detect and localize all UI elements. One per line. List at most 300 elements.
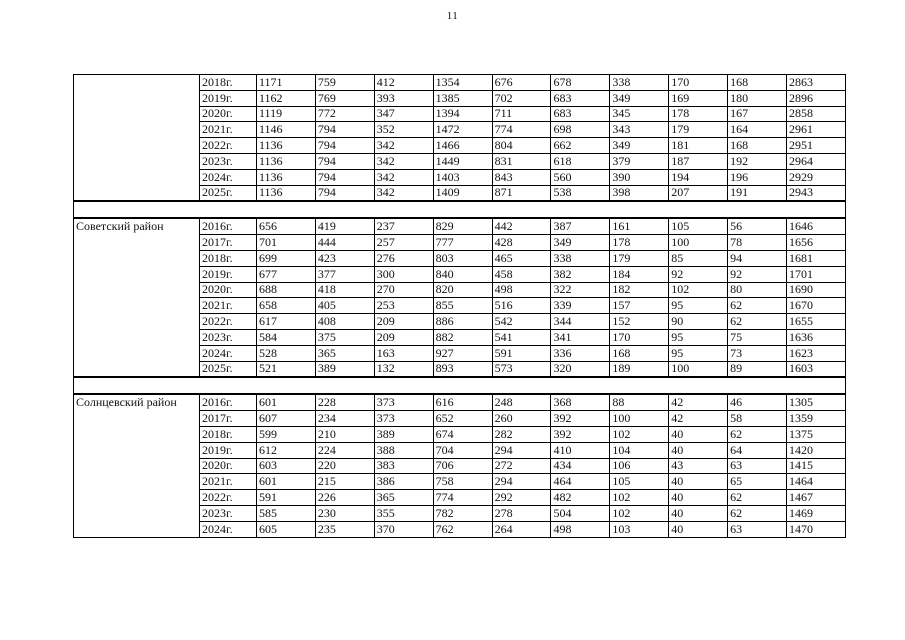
year-cell: 2023г. [200,153,257,169]
value-cell: 444 [315,235,374,251]
value-cell: 80 [728,282,787,298]
value-cell: 683 [551,90,610,106]
value-cell: 373 [374,394,433,410]
value-cell: 63 [728,458,787,474]
value-cell: 618 [551,153,610,169]
value-cell: 42 [669,394,728,410]
value-cell: 209 [374,314,433,330]
value-cell: 418 [315,282,374,298]
value-cell: 542 [492,314,551,330]
value-cell: 711 [492,106,551,122]
value-cell: 1171 [257,75,316,91]
value-cell: 831 [492,153,551,169]
year-cell: 2020г. [200,458,257,474]
value-cell: 803 [433,250,492,266]
separator-cell [74,201,846,218]
value-cell: 187 [669,153,728,169]
year-cell: 2020г. [200,282,257,298]
value-cell: 102 [610,505,669,521]
value-cell: 2951 [787,138,846,154]
value-cell: 89 [728,361,787,377]
value-cell: 794 [315,169,374,185]
value-cell: 794 [315,138,374,154]
value-cell: 1646 [787,218,846,234]
year-cell: 2019г. [200,90,257,106]
value-cell: 464 [551,474,610,490]
value-cell: 652 [433,411,492,427]
value-cell: 777 [433,235,492,251]
value-cell: 92 [669,266,728,282]
value-cell: 871 [492,185,551,201]
value-cell: 1146 [257,122,316,138]
value-cell: 762 [433,521,492,537]
value-cell: 170 [669,75,728,91]
value-cell: 699 [257,250,316,266]
value-cell: 1670 [787,298,846,314]
value-cell: 196 [728,169,787,185]
year-cell: 2020г. [200,106,257,122]
value-cell: 774 [492,122,551,138]
value-cell: 62 [728,314,787,330]
value-cell: 612 [257,442,316,458]
value-cell: 794 [315,153,374,169]
value-cell: 382 [551,266,610,282]
value-cell: 209 [374,329,433,345]
value-cell: 804 [492,138,551,154]
year-cell: 2022г. [200,490,257,506]
value-cell: 88 [610,394,669,410]
value-cell: 498 [551,521,610,537]
value-cell: 64 [728,442,787,458]
value-cell: 2858 [787,106,846,122]
value-cell: 521 [257,361,316,377]
value-cell: 1415 [787,458,846,474]
year-cell: 2021г. [200,474,257,490]
value-cell: 370 [374,521,433,537]
value-cell: 1603 [787,361,846,377]
value-cell: 78 [728,235,787,251]
value-cell: 63 [728,521,787,537]
value-cell: 2863 [787,75,846,91]
value-cell: 573 [492,361,551,377]
value-cell: 270 [374,282,433,298]
value-cell: 234 [315,411,374,427]
value-cell: 1623 [787,345,846,361]
value-cell: 389 [315,361,374,377]
value-cell: 191 [728,185,787,201]
value-cell: 100 [669,235,728,251]
value-cell: 820 [433,282,492,298]
value-cell: 210 [315,426,374,442]
year-cell: 2018г. [200,250,257,266]
value-cell: 759 [315,75,374,91]
value-cell: 698 [551,122,610,138]
value-cell: 541 [492,329,551,345]
value-cell: 248 [492,394,551,410]
year-cell: 2016г. [200,394,257,410]
district-name-cell [74,75,200,202]
value-cell: 365 [315,345,374,361]
value-cell: 662 [551,138,610,154]
value-cell: 886 [433,314,492,330]
section-separator [74,377,846,394]
value-cell: 102 [610,490,669,506]
value-cell: 591 [492,345,551,361]
value-cell: 94 [728,250,787,266]
value-cell: 65 [728,474,787,490]
value-cell: 352 [374,122,433,138]
value-cell: 1354 [433,75,492,91]
value-cell: 343 [610,122,669,138]
year-cell: 2018г. [200,426,257,442]
table-row [74,394,846,410]
value-cell: 103 [610,521,669,537]
value-cell: 599 [257,426,316,442]
value-cell: 419 [315,218,374,234]
value-cell: 616 [433,394,492,410]
value-cell: 40 [669,490,728,506]
value-cell: 167 [728,106,787,122]
value-cell: 1466 [433,138,492,154]
value-cell: 2943 [787,185,846,201]
value-cell: 278 [492,505,551,521]
table-body [74,75,846,538]
value-cell: 1375 [787,426,846,442]
value-cell: 373 [374,411,433,427]
value-cell: 504 [551,505,610,521]
page-number: 11 [446,10,459,22]
value-cell: 772 [315,106,374,122]
value-cell: 465 [492,250,551,266]
value-cell: 237 [374,218,433,234]
value-cell: 2896 [787,90,846,106]
year-cell: 2016г. [200,218,257,234]
year-cell: 2023г. [200,505,257,521]
value-cell: 300 [374,266,433,282]
value-cell: 182 [610,282,669,298]
value-cell: 164 [728,122,787,138]
value-cell: 617 [257,314,316,330]
value-cell: 674 [433,426,492,442]
value-cell: 794 [315,122,374,138]
value-cell: 423 [315,250,374,266]
value-cell: 584 [257,329,316,345]
value-cell: 341 [551,329,610,345]
value-cell: 282 [492,426,551,442]
district-name-cell: Советский район [74,218,200,377]
value-cell: 375 [315,329,374,345]
value-cell: 1136 [257,185,316,201]
value-cell: 215 [315,474,374,490]
value-cell: 336 [551,345,610,361]
value-cell: 2961 [787,122,846,138]
value-cell: 100 [610,411,669,427]
value-cell: 656 [257,218,316,234]
year-cell: 2019г. [200,266,257,282]
value-cell: 1449 [433,153,492,169]
value-cell: 482 [551,490,610,506]
value-cell: 603 [257,458,316,474]
year-cell: 2024г. [200,521,257,537]
value-cell: 339 [551,298,610,314]
value-cell: 179 [669,122,728,138]
value-cell: 702 [492,90,551,106]
value-cell: 40 [669,505,728,521]
value-cell: 2929 [787,169,846,185]
value-cell: 46 [728,394,787,410]
value-cell: 1403 [433,169,492,185]
value-cell: 1681 [787,250,846,266]
district-name-cell: Солнцевский район [74,394,200,537]
value-cell: 1656 [787,235,846,251]
value-cell: 927 [433,345,492,361]
year-cell: 2017г. [200,235,257,251]
value-cell: 677 [257,266,316,282]
year-cell: 2022г. [200,138,257,154]
value-cell: 389 [374,426,433,442]
value-cell: 40 [669,474,728,490]
value-cell: 349 [610,138,669,154]
value-cell: 658 [257,298,316,314]
value-cell: 386 [374,474,433,490]
value-cell: 769 [315,90,374,106]
value-cell: 43 [669,458,728,474]
value-cell: 235 [315,521,374,537]
value-cell: 294 [492,442,551,458]
value-cell: 516 [492,298,551,314]
value-cell: 104 [610,442,669,458]
value-cell: 442 [492,218,551,234]
year-cell: 2019г. [200,442,257,458]
value-cell: 157 [610,298,669,314]
value-cell: 392 [551,411,610,427]
value-cell: 257 [374,235,433,251]
value-cell: 678 [551,75,610,91]
value-cell: 152 [610,314,669,330]
value-cell: 1136 [257,138,316,154]
table-row [74,218,846,234]
value-cell: 207 [669,185,728,201]
value-cell: 605 [257,521,316,537]
value-cell: 179 [610,250,669,266]
value-cell: 1469 [787,505,846,521]
value-cell: 62 [728,298,787,314]
value-cell: 388 [374,442,433,458]
value-cell: 349 [610,90,669,106]
value-cell: 100 [669,361,728,377]
value-cell: 591 [257,490,316,506]
separator-cell [74,377,846,394]
value-cell: 349 [551,235,610,251]
value-cell: 387 [551,218,610,234]
value-cell: 62 [728,505,787,521]
value-cell: 163 [374,345,433,361]
value-cell: 253 [374,298,433,314]
value-cell: 365 [374,490,433,506]
value-cell: 42 [669,411,728,427]
value-cell: 408 [315,314,374,330]
value-cell: 683 [551,106,610,122]
value-cell: 383 [374,458,433,474]
value-cell: 893 [433,361,492,377]
value-cell: 882 [433,329,492,345]
value-cell: 105 [669,218,728,234]
value-cell: 1467 [787,490,846,506]
value-cell: 829 [433,218,492,234]
value-cell: 342 [374,169,433,185]
value-cell: 1305 [787,394,846,410]
value-cell: 338 [551,250,610,266]
year-cell: 2025г. [200,185,257,201]
value-cell: 102 [610,426,669,442]
value-cell: 344 [551,314,610,330]
value-cell: 840 [433,266,492,282]
value-cell: 294 [492,474,551,490]
value-cell: 1690 [787,282,846,298]
value-cell: 704 [433,442,492,458]
value-cell: 228 [315,394,374,410]
value-cell: 701 [257,235,316,251]
value-cell: 498 [492,282,551,298]
year-cell: 2024г. [200,345,257,361]
value-cell: 585 [257,505,316,521]
value-cell: 1636 [787,329,846,345]
value-cell: 92 [728,266,787,282]
value-cell: 794 [315,185,374,201]
value-cell: 434 [551,458,610,474]
value-cell: 1472 [433,122,492,138]
value-cell: 132 [374,361,433,377]
value-cell: 320 [551,361,610,377]
statistics-table [73,74,846,538]
section-separator [74,201,846,218]
value-cell: 688 [257,282,316,298]
value-cell: 390 [610,169,669,185]
value-cell: 102 [669,282,728,298]
value-cell: 1394 [433,106,492,122]
year-cell: 2025г. [200,361,257,377]
value-cell: 342 [374,185,433,201]
value-cell: 405 [315,298,374,314]
value-cell: 601 [257,394,316,410]
value-cell: 56 [728,218,787,234]
value-cell: 601 [257,474,316,490]
value-cell: 345 [610,106,669,122]
year-cell: 2023г. [200,329,257,345]
value-cell: 1464 [787,474,846,490]
value-cell: 706 [433,458,492,474]
value-cell: 398 [610,185,669,201]
value-cell: 855 [433,298,492,314]
value-cell: 528 [257,345,316,361]
year-cell: 2017г. [200,411,257,427]
value-cell: 106 [610,458,669,474]
year-cell: 2024г. [200,169,257,185]
value-cell: 264 [492,521,551,537]
value-cell: 377 [315,266,374,282]
value-cell: 2964 [787,153,846,169]
value-cell: 260 [492,411,551,427]
value-cell: 168 [728,138,787,154]
value-cell: 560 [551,169,610,185]
value-cell: 62 [728,490,787,506]
value-cell: 73 [728,345,787,361]
value-cell: 1385 [433,90,492,106]
value-cell: 368 [551,394,610,410]
value-cell: 95 [669,298,728,314]
value-cell: 843 [492,169,551,185]
value-cell: 168 [610,345,669,361]
value-cell: 40 [669,442,728,458]
value-cell: 774 [433,490,492,506]
value-cell: 412 [374,75,433,91]
value-cell: 410 [551,442,610,458]
value-cell: 230 [315,505,374,521]
value-cell: 178 [610,235,669,251]
value-cell: 75 [728,329,787,345]
value-cell: 1420 [787,442,846,458]
value-cell: 1136 [257,169,316,185]
value-cell: 170 [610,329,669,345]
value-cell: 105 [610,474,669,490]
value-cell: 458 [492,266,551,282]
value-cell: 758 [433,474,492,490]
value-cell: 272 [492,458,551,474]
value-cell: 226 [315,490,374,506]
value-cell: 1162 [257,90,316,106]
value-cell: 192 [728,153,787,169]
value-cell: 169 [669,90,728,106]
value-cell: 292 [492,490,551,506]
value-cell: 347 [374,106,433,122]
value-cell: 1136 [257,153,316,169]
value-cell: 58 [728,411,787,427]
value-cell: 220 [315,458,374,474]
value-cell: 1119 [257,106,316,122]
value-cell: 338 [610,75,669,91]
value-cell: 161 [610,218,669,234]
table-row [74,75,846,91]
year-cell: 2021г. [200,298,257,314]
year-cell: 2021г. [200,122,257,138]
value-cell: 379 [610,153,669,169]
value-cell: 95 [669,329,728,345]
value-cell: 40 [669,521,728,537]
value-cell: 180 [728,90,787,106]
value-cell: 1409 [433,185,492,201]
value-cell: 393 [374,90,433,106]
value-cell: 168 [728,75,787,91]
year-cell: 2018г. [200,75,257,91]
value-cell: 1470 [787,521,846,537]
value-cell: 1655 [787,314,846,330]
value-cell: 782 [433,505,492,521]
value-cell: 676 [492,75,551,91]
value-cell: 224 [315,442,374,458]
value-cell: 1359 [787,411,846,427]
value-cell: 276 [374,250,433,266]
value-cell: 178 [669,106,728,122]
value-cell: 62 [728,426,787,442]
value-cell: 184 [610,266,669,282]
value-cell: 607 [257,411,316,427]
value-cell: 40 [669,426,728,442]
value-cell: 342 [374,138,433,154]
value-cell: 95 [669,345,728,361]
value-cell: 322 [551,282,610,298]
value-cell: 428 [492,235,551,251]
value-cell: 538 [551,185,610,201]
